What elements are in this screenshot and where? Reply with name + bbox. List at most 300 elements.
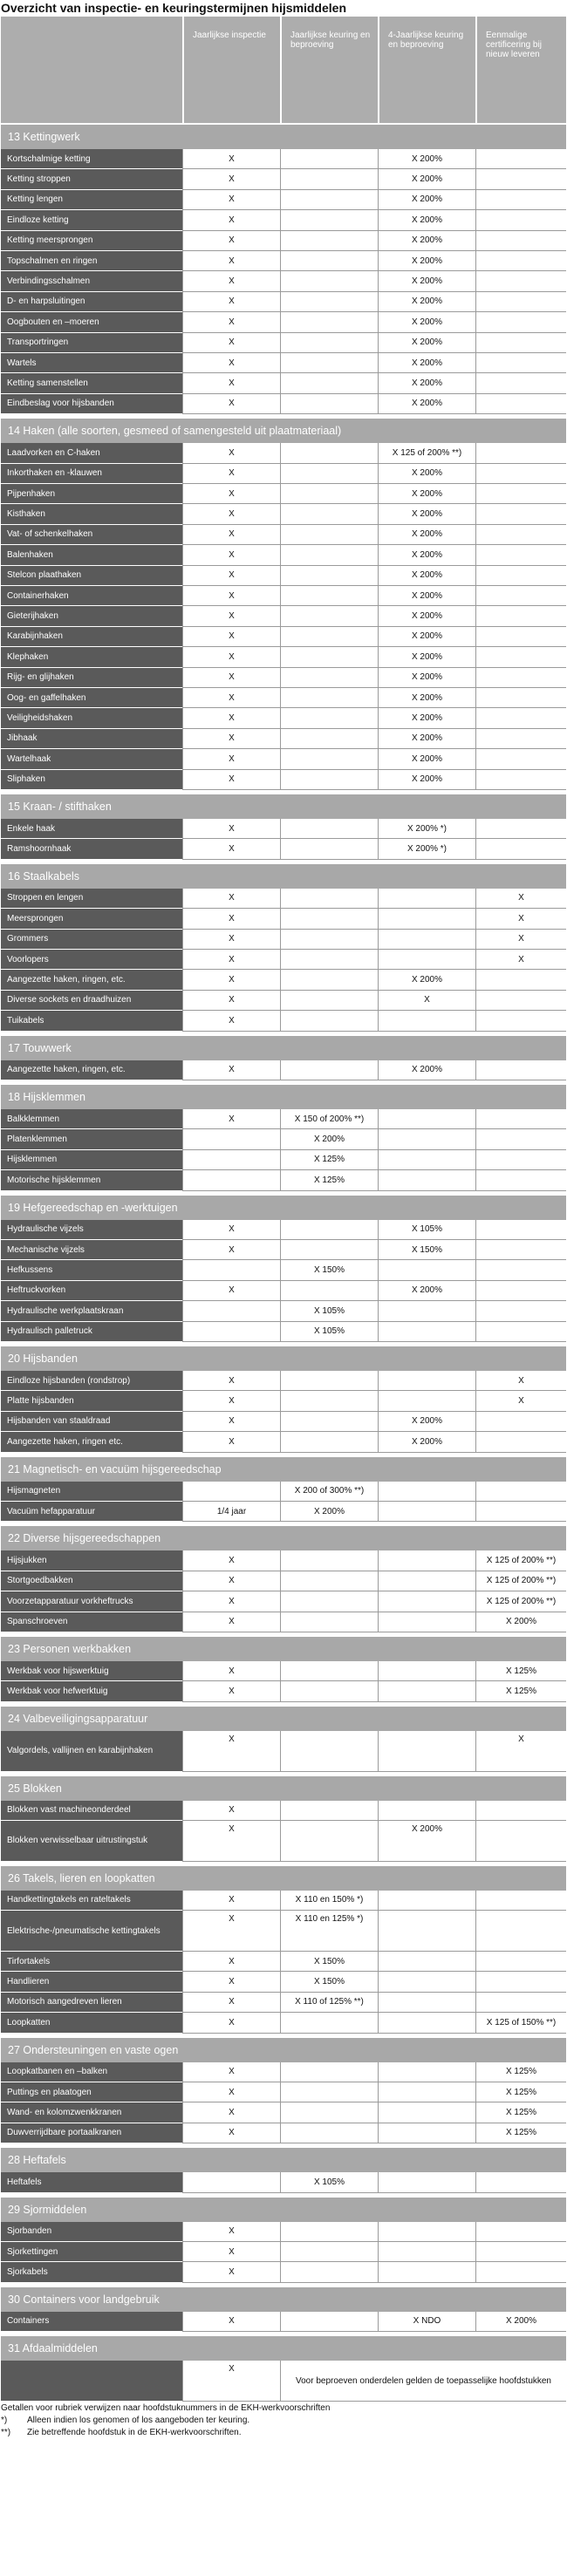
row-label: Wartels <box>1 353 182 373</box>
table-cell <box>378 1322 475 1342</box>
table-cell: X 200% <box>378 333 475 353</box>
table-cell <box>378 1301 475 1321</box>
table-cell: X 200% <box>378 566 475 586</box>
table-cell: X <box>182 819 280 839</box>
table-cell: X <box>182 1060 280 1080</box>
table-cell <box>475 1952 566 1972</box>
table-row <box>1 819 566 839</box>
table-cell: X 200% *) <box>378 839 475 859</box>
table-cell <box>182 1322 280 1342</box>
row-label: Ketting meersprongen <box>1 231 182 251</box>
table-row <box>1 373 566 393</box>
row-label: Laadvorken en C-haken <box>1 443 182 463</box>
table-cell: X <box>182 729 280 749</box>
table-cell: X 200% <box>378 688 475 708</box>
row-label: Blokken vast machineonderdeel <box>1 1801 182 1821</box>
table-cell: X <box>182 1011 280 1031</box>
table-cell: X <box>182 2123 280 2143</box>
row-label: Blokken verwisselbaar uitrustingstuk <box>1 1821 182 1862</box>
table-cell <box>280 1591 378 1612</box>
table-cell <box>475 373 566 393</box>
footnote-2-text: Zie betreffende hoofdstuk in de EKH-werkvoorschriften. <box>27 2428 242 2437</box>
table-cell: X 125% <box>475 2062 566 2082</box>
table-cell: X <box>182 2262 280 2282</box>
table-cell: X 200% <box>378 970 475 990</box>
table-cell: X 200% <box>378 464 475 484</box>
table-row <box>1 566 566 586</box>
table-row <box>1 1150 566 1170</box>
table-cell <box>280 394 378 414</box>
row-label: Platenklemmen <box>1 1129 182 1149</box>
table-cell <box>475 190 566 210</box>
table-cell <box>475 210 566 230</box>
table-cell: X <box>182 1371 280 1391</box>
row-label: Aangezette haken, ringen etc. <box>1 1432 182 1452</box>
table-cell <box>280 1371 378 1391</box>
table-row <box>1 770 566 790</box>
table-cell: X <box>475 1391 566 1411</box>
row-label: Klephaken <box>1 647 182 667</box>
table-cell <box>475 2242 566 2262</box>
table-cell: X <box>182 545 280 565</box>
row-label: Duwverrijdbare portaalkranen <box>1 2123 182 2143</box>
row-label: Wand- en kolomzwenkkranen <box>1 2102 182 2123</box>
section-header: 17 Touwwerk <box>1 1036 566 1060</box>
table-cell <box>280 1391 378 1411</box>
row-label: Jibhaak <box>1 729 182 749</box>
table-cell <box>280 373 378 393</box>
table-cell <box>475 1150 566 1170</box>
table-row <box>1 1260 566 1280</box>
table-cell <box>280 1220 378 1240</box>
table-row <box>1 210 566 230</box>
table-cell <box>280 950 378 970</box>
table-cell: X <box>182 749 280 769</box>
table-cell: X 105% <box>280 2172 378 2192</box>
row-label: Oog- en gaffelhaken <box>1 688 182 708</box>
table-row <box>1 1482 566 1502</box>
table-row <box>1 2082 566 2102</box>
table-cell: X 125 of 200% **) <box>475 1550 566 1571</box>
row-label: Diverse sockets en draadhuizen <box>1 991 182 1011</box>
table-cell: X <box>182 1412 280 1432</box>
row-label: Verbindingsschalmen <box>1 271 182 291</box>
table-cell <box>475 668 566 688</box>
table-row <box>1 708 566 728</box>
table-cell: X 200% <box>378 169 475 189</box>
table-cell: X <box>182 950 280 970</box>
table-cell <box>280 708 378 728</box>
table-cell <box>280 312 378 332</box>
table-cell <box>378 1571 475 1591</box>
table-cell: X 200% <box>378 606 475 626</box>
table-cell: 1/4 jaar <box>182 1502 280 1522</box>
table-cell: X 105% <box>280 1322 378 1342</box>
table-cell: X <box>182 1891 280 1911</box>
table-cell <box>475 1502 566 1522</box>
table-cell: X <box>182 627 280 647</box>
table-row <box>1 1412 566 1432</box>
table-cell: X 150% <box>280 1260 378 1280</box>
table-cell <box>475 333 566 353</box>
table-cell: X 200% <box>378 149 475 169</box>
table-cell <box>280 1571 378 1591</box>
table-row <box>1 2102 566 2123</box>
table-row <box>1 970 566 990</box>
row-label: Platte hijsbanden <box>1 1391 182 1411</box>
table-cell: X 110 en 150% *) <box>280 1891 378 1911</box>
table-cell <box>475 1281 566 1301</box>
table-cell <box>280 1412 378 1432</box>
table-cell: X <box>182 839 280 859</box>
table-cell <box>475 970 566 990</box>
row-label: Stroppen en lengen <box>1 889 182 909</box>
table-cell <box>280 2262 378 2282</box>
table-cell: X <box>182 1661 280 1681</box>
table-row <box>1 586 566 606</box>
table-cell: X <box>182 889 280 909</box>
table-cell <box>280 991 378 1011</box>
row-label: Motorische hijsklemmen <box>1 1170 182 1190</box>
table-cell: X <box>182 394 280 414</box>
table-cell <box>280 545 378 565</box>
table-cell <box>280 484 378 504</box>
table-cell: X <box>182 373 280 393</box>
table-row <box>1 1129 566 1149</box>
table-row <box>1 1571 566 1591</box>
table-cell <box>280 1011 378 1031</box>
table-cell <box>378 1591 475 1612</box>
table-cell <box>378 2262 475 2282</box>
table-cell: X <box>182 1571 280 1591</box>
table-cell: X 200% <box>378 1412 475 1432</box>
table-cell: X <box>378 991 475 1011</box>
table-row <box>1 2013 566 2033</box>
table-cell: X <box>182 271 280 291</box>
table-cell: X <box>182 708 280 728</box>
table-cell <box>378 1972 475 1992</box>
footnote-2 <box>1 2427 330 2439</box>
row-label: Ketting samenstellen <box>1 373 182 393</box>
table-cell <box>280 251 378 271</box>
row-label: Loopkatbanen en –balken <box>1 2062 182 2082</box>
table-cell <box>475 1911 566 1952</box>
row-label: Puttings en plaatogen <box>1 2082 182 2102</box>
table-cell <box>280 930 378 950</box>
table-cell: X 150% <box>378 1240 475 1260</box>
table-row <box>1 169 566 189</box>
row-label: Ramshoornhaak <box>1 839 182 859</box>
table-cell: X 200% <box>378 292 475 312</box>
table-cell: X <box>182 464 280 484</box>
table-cell: X <box>182 1109 280 1129</box>
section-header: 21 Magnetisch- en vacuüm hijsgereedschap <box>1 1457 566 1482</box>
table-cell <box>280 1821 378 1862</box>
table-row <box>1 668 566 688</box>
table-row <box>1 464 566 484</box>
table-header <box>1 17 566 123</box>
section-header: 13 Kettingwerk <box>1 125 566 149</box>
table-cell: X <box>475 1731 566 1772</box>
table-cell <box>475 464 566 484</box>
row-label: Containers <box>1 2312 182 2332</box>
table-cell: X 200% <box>378 708 475 728</box>
table-row <box>1 545 566 565</box>
table-row <box>1 231 566 251</box>
table-cell <box>475 504 566 524</box>
table-cell: X 200% <box>378 545 475 565</box>
section-header: 23 Personen werkbakken <box>1 1637 566 1661</box>
table-cell: X <box>182 2222 280 2242</box>
table-row <box>1 1281 566 1301</box>
row-label: Containerhaken <box>1 586 182 606</box>
table-cell <box>475 1322 566 1342</box>
table-cell <box>280 149 378 169</box>
table-cell: X 200% <box>378 484 475 504</box>
table-cell: X 200% <box>378 749 475 769</box>
table-cell: X 125 of 200% **) <box>475 1571 566 1591</box>
table-cell <box>280 1060 378 1080</box>
table-cell: X <box>182 353 280 373</box>
section-header: 29 Sjormiddelen <box>1 2198 566 2222</box>
table-cell <box>378 1129 475 1149</box>
column-header: Eenmalige certificering bij nieuw leveren <box>475 17 566 123</box>
table-cell <box>280 819 378 839</box>
table-cell: X <box>475 889 566 909</box>
table-row <box>1 2242 566 2262</box>
table-row <box>1 1952 566 1972</box>
table-cell <box>378 1170 475 1190</box>
table-cell: X 200% <box>378 373 475 393</box>
row-label: Valgordels, vallijnen en karabijnhaken <box>1 1731 182 1772</box>
table-row <box>1 2262 566 2282</box>
table-cell: X <box>182 668 280 688</box>
table-row <box>1 647 566 667</box>
table-cell: X <box>182 1591 280 1612</box>
row-label: Vacuüm hefapparatuur <box>1 1502 182 1522</box>
table-cell <box>475 545 566 565</box>
row-label: Hydraulische vijzels <box>1 1220 182 1240</box>
table-row <box>1 1502 566 1522</box>
table-row <box>1 1972 566 1992</box>
table-cell: X 125 of 150% **) <box>475 2013 566 2033</box>
table-row <box>1 930 566 950</box>
table-cell <box>475 1129 566 1149</box>
row-label: Eindloze ketting <box>1 210 182 230</box>
table-cell <box>378 1260 475 1280</box>
table-row <box>1 1731 566 1772</box>
table-cell <box>475 1482 566 1502</box>
table-cell <box>475 231 566 251</box>
column-header <box>1 17 182 123</box>
table-row <box>1 1060 566 1080</box>
table-cell <box>475 484 566 504</box>
table-cell: X <box>182 1681 280 1701</box>
row-label: Mechanische vijzels <box>1 1240 182 1260</box>
table-cell <box>475 312 566 332</box>
table-cell <box>378 1612 475 1632</box>
table-row <box>1 1591 566 1612</box>
table-cell <box>378 1482 475 1502</box>
table-cell <box>280 2082 378 2102</box>
table-cell <box>280 1731 378 1772</box>
column-header: Jaarlijkse inspectie <box>182 17 280 123</box>
table-row <box>1 1371 566 1391</box>
table-cell <box>182 1260 280 1280</box>
row-label: Voorlopers <box>1 950 182 970</box>
row-label: Hijsjukken <box>1 1550 182 1571</box>
table-row <box>1 292 566 312</box>
row-label: Aangezette haken, ringen, etc. <box>1 970 182 990</box>
section-header: 20 Hijsbanden <box>1 1346 566 1371</box>
table-cell <box>378 1993 475 2013</box>
table-cell <box>280 1661 378 1681</box>
row-label: Stelcon plaathaken <box>1 566 182 586</box>
row-label: D- en harpsluitingen <box>1 292 182 312</box>
table-cell <box>475 1801 566 1821</box>
row-label: Aangezette haken, ringen, etc. <box>1 1060 182 1080</box>
table-cell: X 125 of 200% **) <box>378 443 475 463</box>
table-cell <box>475 394 566 414</box>
table-cell: X <box>182 2361 280 2402</box>
row-label: Gieterijhaken <box>1 606 182 626</box>
table-cell: X <box>182 2312 280 2332</box>
table-cell <box>280 1550 378 1571</box>
table-cell <box>280 647 378 667</box>
table-cell <box>280 2222 378 2242</box>
table-cell: X <box>182 770 280 790</box>
section-header: 22 Diverse hijsgereedschappen <box>1 1526 566 1550</box>
table-cell <box>378 1109 475 1129</box>
table-row <box>1 1322 566 1342</box>
table-cell: X <box>182 2242 280 2262</box>
row-label: Voorzetapparatuur vorkheftrucks <box>1 1591 182 1612</box>
table-row <box>1 627 566 647</box>
table-cell <box>280 909 378 929</box>
table-cell <box>378 2172 475 2192</box>
row-label: Grommers <box>1 930 182 950</box>
row-label: Hydraulische werkplaatskraan <box>1 1301 182 1321</box>
table-cell: X 110 of 125% **) <box>280 1993 378 2013</box>
table-cell: X 125 of 200% **) <box>475 1591 566 1612</box>
footnotes <box>1 2402 330 2439</box>
table-cell: X 200% <box>378 770 475 790</box>
table-cell: X 125% <box>280 1170 378 1190</box>
row-label: Vat- of schenkelhaken <box>1 525 182 545</box>
table-row <box>1 394 566 414</box>
table-cell <box>378 909 475 929</box>
table-cell <box>280 504 378 524</box>
table-cell <box>475 525 566 545</box>
table-cell <box>280 668 378 688</box>
table-row <box>1 1432 566 1452</box>
table-cell: X 200% <box>378 231 475 251</box>
table-cell: X 200% <box>378 525 475 545</box>
table-cell <box>280 443 378 463</box>
row-label: Motorisch aangedreven lieren <box>1 1993 182 2013</box>
table-cell <box>475 292 566 312</box>
table-cell <box>475 1993 566 2013</box>
row-label: Heftruckvorken <box>1 1281 182 1301</box>
table-cell <box>280 353 378 373</box>
table-cell <box>475 991 566 1011</box>
section-header: 16 Staalkabels <box>1 864 566 889</box>
table-row <box>1 1011 566 1031</box>
table-cell <box>378 930 475 950</box>
row-label: Ketting lengen <box>1 190 182 210</box>
table-cell: X 200% <box>378 504 475 524</box>
table-cell: X 200% *) <box>378 819 475 839</box>
table-cell <box>475 1060 566 1080</box>
table-cell <box>280 1681 378 1701</box>
table-cell: X <box>182 1911 280 1952</box>
table-row <box>1 1301 566 1321</box>
table-cell: X <box>182 930 280 950</box>
table-cell <box>378 1371 475 1391</box>
table-cell <box>280 688 378 708</box>
table-cell <box>475 586 566 606</box>
table-cell: X <box>182 525 280 545</box>
table-cell <box>280 1432 378 1452</box>
table-cell: X <box>182 1731 280 1772</box>
row-label: Meersprongen <box>1 909 182 929</box>
table-cell <box>378 1550 475 1571</box>
table-cell <box>475 169 566 189</box>
table-row <box>1 1612 566 1632</box>
row-label: Balkklemmen <box>1 1109 182 1129</box>
table-cell: X 200% <box>378 1060 475 1080</box>
table-cell: X 200% <box>280 1129 378 1149</box>
row-label: Hijsbanden van staaldraad <box>1 1412 182 1432</box>
table-cell <box>280 464 378 484</box>
table-cell <box>280 2013 378 2033</box>
table-cell: X <box>182 231 280 251</box>
table-cell: X 200% <box>378 627 475 647</box>
section-header: 14 Haken (alle soorten, gesmeed of samengesteld uit plaatmateriaal) <box>1 419 566 443</box>
table-cell <box>475 149 566 169</box>
table-cell: X <box>182 149 280 169</box>
table-row <box>1 1220 566 1240</box>
table-cell <box>475 1170 566 1190</box>
table-cell: X 200 of 300% **) <box>280 1482 378 1502</box>
table-cell: X <box>475 930 566 950</box>
table-cell <box>280 169 378 189</box>
row-label: Spanschroeven <box>1 1612 182 1632</box>
table-row <box>1 1550 566 1571</box>
table-cell: X 110 en 125% *) <box>280 1911 378 1952</box>
table-cell: X <box>182 970 280 990</box>
section-header: 26 Takels, lieren en loopkatten <box>1 1866 566 1891</box>
table-cell <box>280 2123 378 2143</box>
table-row <box>1 950 566 970</box>
row-label: Veiligheidshaken <box>1 708 182 728</box>
table-row <box>1 1109 566 1129</box>
table-row <box>1 312 566 332</box>
row-label: Ketting stroppen <box>1 169 182 189</box>
table-cell: X 200% <box>378 586 475 606</box>
row-label: Eindloze hijsbanden (rondstrop) <box>1 1371 182 1391</box>
table-cell <box>475 443 566 463</box>
row-label: Kisthaken <box>1 504 182 524</box>
table-cell <box>378 1911 475 1952</box>
table-cell <box>475 1260 566 1280</box>
table-cell <box>280 2062 378 2082</box>
table-cell <box>378 1952 475 1972</box>
table-cell: X <box>182 647 280 667</box>
table-cell: X <box>182 1821 280 1862</box>
table-cell: X <box>182 909 280 929</box>
table-cell <box>475 1301 566 1321</box>
